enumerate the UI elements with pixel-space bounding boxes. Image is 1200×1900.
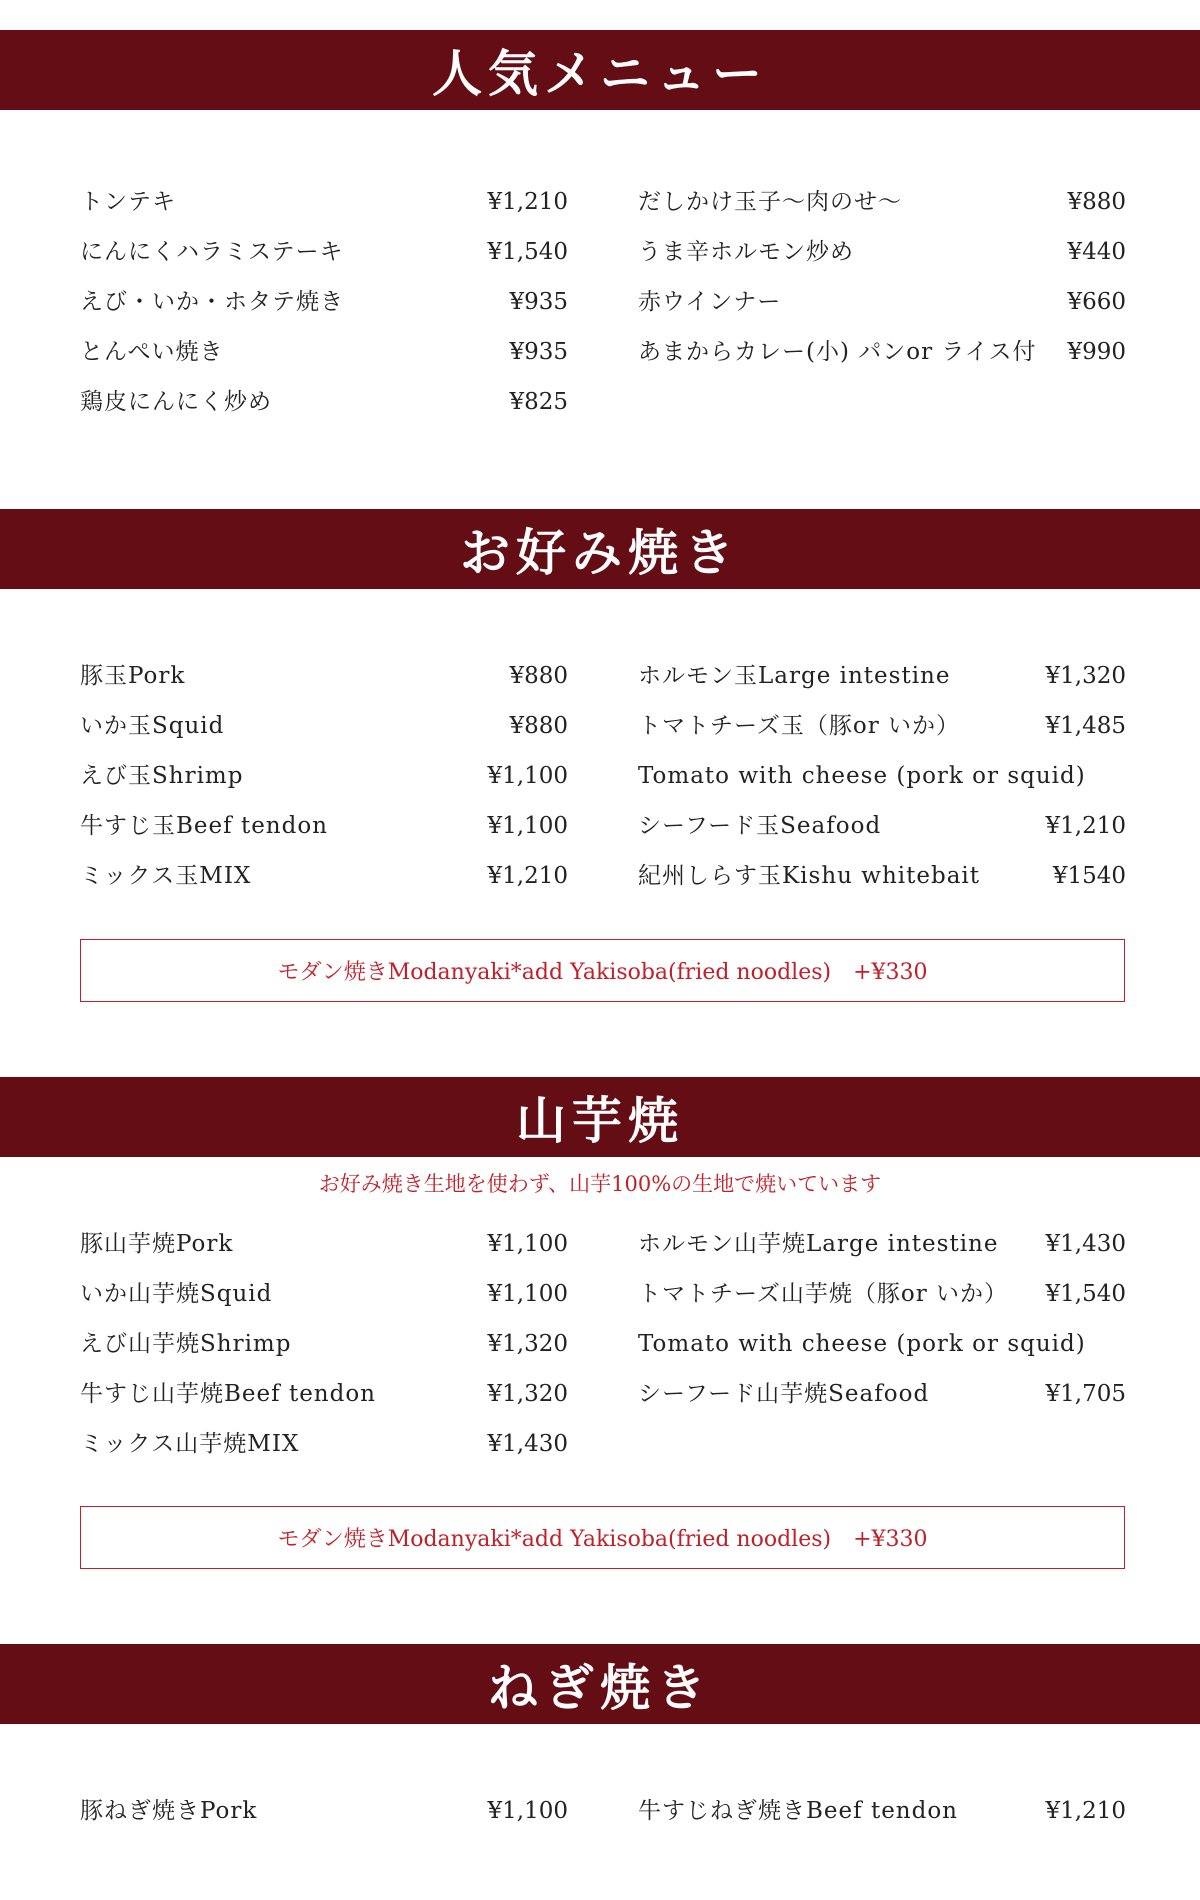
menu-item (638, 806, 1126, 846)
menu-item (638, 1324, 1126, 1364)
item-name: えび山芋焼Shrimp (80, 1331, 292, 1357)
item-price: ¥1,430 (487, 1431, 568, 1457)
item-name: トンテキ (80, 189, 176, 215)
item-price: ¥1,705 (1045, 1381, 1126, 1407)
modanyaki-note: モダン焼きModanyaki*add Yakisoba(fried noodles) +¥330 (80, 1506, 1125, 1569)
item-name: シーフード山芋焼Seafood (638, 1381, 930, 1407)
item-price: ¥1,210 (1045, 1798, 1126, 1824)
menu-item (638, 856, 1126, 896)
menu-item (638, 1791, 1126, 1831)
item-name: 牛すじ山芋焼Beef tendon (80, 1381, 376, 1407)
section-title: 山芋焼 (516, 1091, 684, 1150)
section-subtitle: お好み焼き生地を使わず、山芋100%の生地で焼いています (318, 1172, 882, 1196)
menu-item (80, 332, 568, 372)
item-name: いか玉Squid (80, 713, 225, 739)
section-banner-negiyaki (0, 1644, 1200, 1724)
item-name: うま辛ホルモン炒め (638, 239, 854, 265)
item-name: Tomato with cheese (pork or squid) (638, 763, 1086, 789)
item-price: ¥825 (509, 389, 568, 415)
menu-item (80, 656, 568, 696)
item-price: ¥1,100 (487, 1798, 568, 1824)
item-price: ¥880 (509, 663, 568, 689)
item-price: ¥1,320 (1045, 663, 1126, 689)
item-name: Tomato with cheese (pork or squid) (638, 1331, 1086, 1357)
item-price: ¥880 (1067, 189, 1126, 215)
item-price: ¥1,100 (487, 813, 568, 839)
item-price: ¥990 (1067, 339, 1126, 365)
item-name: えび・いか・ホタテ焼き (80, 289, 344, 315)
item-name: ミックス山芋焼MIX (80, 1431, 300, 1457)
item-name: トマトチーズ山芋焼（豚or いか） (638, 1281, 1009, 1307)
menu-item (80, 182, 568, 222)
menu-item (80, 1324, 568, 1364)
menu-item (80, 1274, 568, 1314)
section-banner-yamaimo (0, 1077, 1200, 1157)
item-name: 赤ウインナー (638, 289, 782, 315)
item-name: 豚山芋焼Pork (80, 1231, 234, 1257)
menu-item (638, 282, 1126, 322)
menu-item (80, 756, 568, 796)
modanyaki-note: モダン焼きModanyaki*add Yakisoba(fried noodles) +¥330 (80, 939, 1125, 1002)
item-price: ¥1,320 (487, 1381, 568, 1407)
item-price: ¥660 (1067, 289, 1126, 315)
section-banner-popular (0, 30, 1200, 110)
menu-item (80, 806, 568, 846)
menu-item (80, 382, 568, 422)
item-price: ¥1,540 (487, 239, 568, 265)
section-title: お好み焼き (460, 523, 740, 582)
menu-item (80, 1791, 568, 1831)
item-name: シーフード玉Seafood (638, 813, 882, 839)
item-price: ¥1,100 (487, 1231, 568, 1257)
item-price: ¥1,485 (1045, 713, 1126, 739)
section-title: 人気メニュー (432, 44, 768, 103)
menu-item (638, 1274, 1126, 1314)
item-price: ¥935 (509, 339, 568, 365)
item-price: ¥1,210 (487, 863, 568, 889)
item-price: ¥1,210 (1045, 813, 1126, 839)
item-price: ¥1,210 (487, 189, 568, 215)
menu-item (80, 706, 568, 746)
item-name: ホルモン玉Large intestine (638, 663, 951, 689)
item-name: トマトチーズ玉（豚or いか） (638, 713, 961, 739)
menu-item (80, 1374, 568, 1414)
menu-item (638, 332, 1126, 372)
menu-item (80, 232, 568, 272)
item-name: 豚ねぎ焼きPork (80, 1798, 258, 1824)
item-name: 豚玉Pork (80, 663, 186, 689)
item-price: ¥1,100 (487, 763, 568, 789)
menu-item (638, 706, 1126, 746)
menu-item (638, 1224, 1126, 1264)
menu-item (638, 756, 1126, 796)
section-title: ねぎ焼き (488, 1658, 712, 1717)
menu-item (80, 282, 568, 322)
item-name: あまからカレー(小) パンor ライス付 (638, 339, 1037, 365)
item-price: ¥1,540 (1045, 1281, 1126, 1307)
menu-item (80, 856, 568, 896)
menu-item (638, 1374, 1126, 1414)
item-name: えび玉Shrimp (80, 763, 244, 789)
item-price: ¥1,320 (487, 1331, 568, 1357)
item-name: ミックス玉MIX (80, 863, 252, 889)
item-name: いか山芋焼Squid (80, 1281, 273, 1307)
menu-item (638, 232, 1126, 272)
section-banner-okonomiyaki (0, 509, 1200, 589)
menu-item (638, 182, 1126, 222)
menu-item (80, 1224, 568, 1264)
item-name: ホルモン山芋焼Large intestine (638, 1231, 999, 1257)
item-name: にんにくハラミステーキ (80, 239, 344, 265)
item-name: 鶏皮にんにく炒め (80, 389, 272, 415)
menu-item (638, 656, 1126, 696)
item-name: とんぺい焼き (80, 339, 224, 365)
item-price: ¥1540 (1052, 863, 1126, 889)
item-price: ¥1,430 (1045, 1231, 1126, 1257)
menu-item (80, 1424, 568, 1464)
item-price: ¥935 (509, 289, 568, 315)
item-name: 紀州しらす玉Kishu whitebait (638, 863, 981, 889)
item-price: ¥1,100 (487, 1281, 568, 1307)
item-price: ¥440 (1067, 239, 1126, 265)
item-price: ¥880 (509, 713, 568, 739)
item-name: 牛すじ玉Beef tendon (80, 813, 328, 839)
item-name: だしかけ玉子〜肉のせ〜 (638, 189, 902, 215)
item-name: 牛すじねぎ焼きBeef tendon (638, 1798, 958, 1824)
